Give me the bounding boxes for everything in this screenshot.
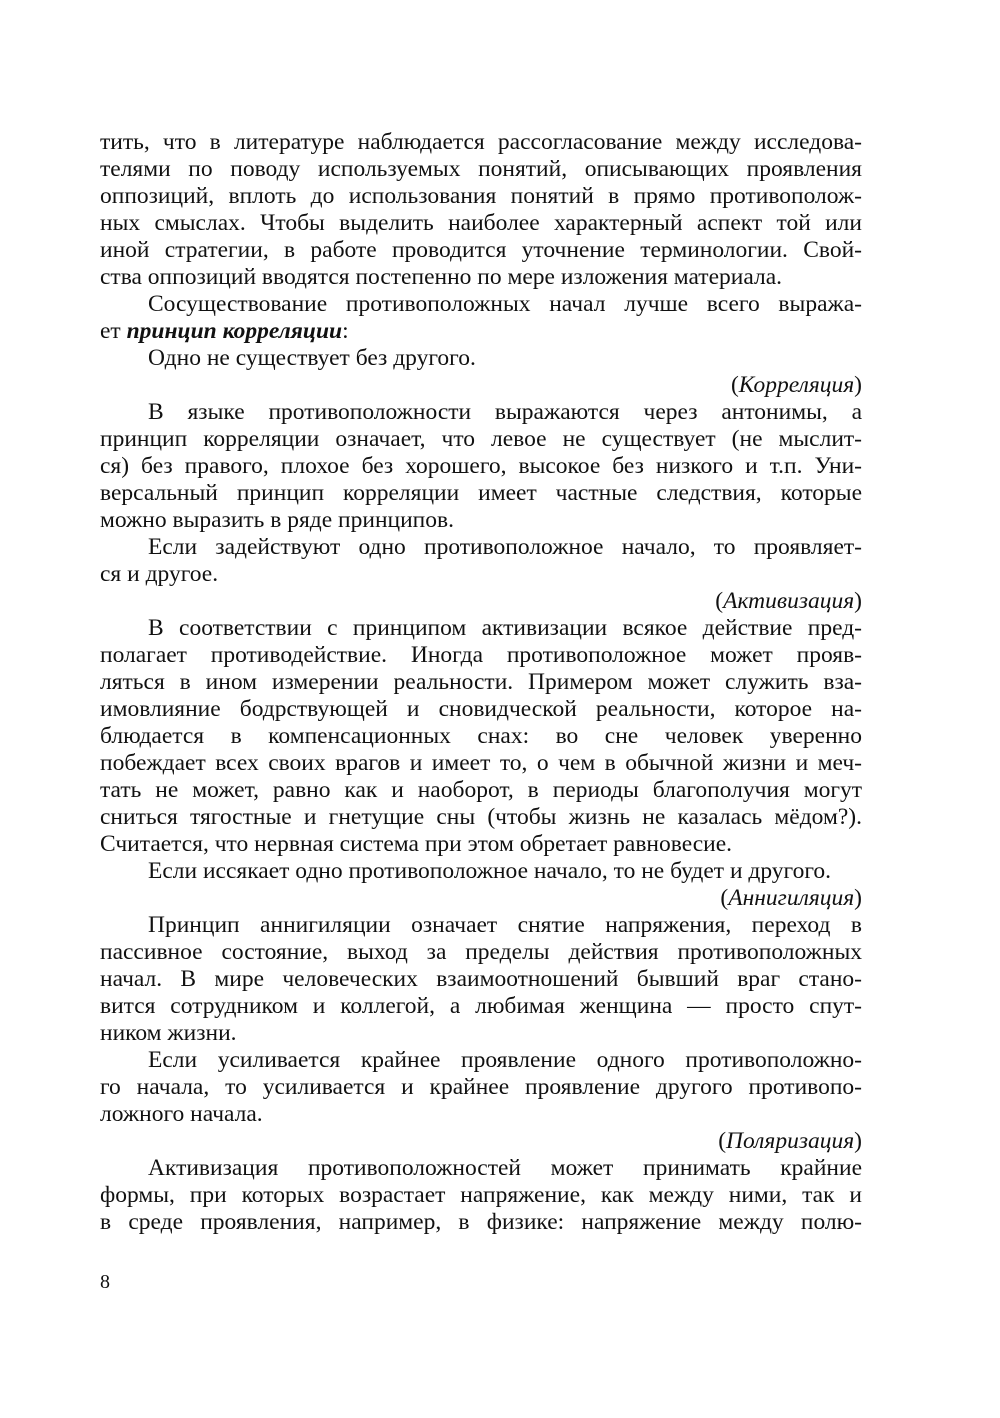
- text-line: принцип корреляции означает, что левое не существует (не мыслит-: [100, 426, 862, 452]
- text-fragment: ет: [100, 318, 127, 344]
- principle-statement: го начала, то усиливается и крайнее проявление другого противопо-: [100, 1074, 862, 1100]
- text-line: пассивное состояние, выход за пределы действия противоположных: [100, 939, 862, 965]
- term-correlation-principle: принцип корреляции: [126, 318, 343, 344]
- text-line: В соответствии с принципом активизации всякое действие пред-: [148, 615, 862, 641]
- text-line: тить, что в литературе наблюдается рассогласование между исследова-: [100, 129, 862, 155]
- paren-open: (: [718, 1128, 727, 1154]
- text-line: ных смыслах. Чтобы выделить наиболее характерный аспект той или: [100, 210, 862, 236]
- text-fragment: :: [342, 318, 349, 344]
- paren-close: ): [854, 885, 862, 911]
- paren-open: (: [715, 588, 724, 614]
- text-line: вится сотрудником и коллегой, а любимая женщина — просто спут-: [100, 993, 862, 1019]
- text-line: можно выразить в ряде принципов.: [100, 507, 454, 533]
- text-line: блюдается в компенсационных снах: во сне человек уверенно: [100, 723, 862, 749]
- text-line: имовлияние бодрствующей и сновидческой реальности, которое на-: [100, 696, 862, 722]
- text-line: оппозиций, вплоть до использования понятий в прямо противополож-: [100, 183, 862, 209]
- paren-open: (: [730, 372, 739, 398]
- principle-name: Активизация: [723, 588, 855, 614]
- principle-statement: Если иссякает одно противоположное начало, то не будет и другого.: [148, 858, 832, 884]
- text-line: телями по поводу используемых понятий, описывающих проявления: [100, 156, 862, 182]
- principle-label: [100, 1128, 862, 1155]
- text-line: в среде проявления, например, в физике: напряжение между полю-: [100, 1209, 862, 1235]
- text-line: В языке противоположности выражаются через антонимы, а: [148, 399, 862, 425]
- principle-statement: Если усиливается крайнее проявление одного противоположно-: [148, 1047, 862, 1073]
- principle-label: [100, 588, 862, 615]
- text-line: формы, при которых возрастает напряжение, как между ними, так и: [100, 1182, 862, 1208]
- principle-statement: ся и другое.: [100, 561, 219, 587]
- page-number: 8: [100, 1271, 110, 1293]
- text-line: Активизация противоположностей может принимать крайние: [148, 1155, 862, 1181]
- paren-close: ): [854, 588, 862, 614]
- text-line: [100, 318, 862, 345]
- paren-close: ): [854, 1128, 862, 1154]
- text-line: сниться тягостные и гнетущие сны (чтобы жизнь не казалась мёдом?).: [100, 804, 862, 830]
- principle-name: Аннигиляция: [728, 885, 855, 911]
- principle-name: Корреляция: [738, 372, 855, 398]
- text-line: Принцип аннигиляции означает снятие напряжения, переход в: [148, 912, 862, 938]
- text-line: иной стратегии, в работе проводится уточнение терминологии. Свой-: [100, 237, 862, 263]
- principle-statement: ложного начала.: [100, 1101, 263, 1127]
- text-line: Считается, что нервная система при этом обретает равновесие.: [100, 831, 733, 857]
- text-line: полагает противодействие. Иногда противоположное может прояв-: [100, 642, 862, 668]
- principle-statement: Одно не существует без другого.: [148, 345, 476, 371]
- principle-label: [100, 885, 862, 912]
- page-text: [100, 129, 862, 1236]
- text-line: начал. В мире человеческих взаимоотношений бывший враг стано-: [100, 966, 862, 992]
- principle-statement: Если задействуют одно противоположное начало, то проявляет-: [148, 534, 862, 560]
- text-line: ником жизни.: [100, 1020, 237, 1046]
- principle-name: Поляризация: [726, 1128, 855, 1154]
- text-line: побеждает всех своих врагов и имеет то, о чем в обычной жизни и меч-: [100, 750, 862, 776]
- text-line: ся) без правого, плохое без хорошего, высокое без низкого и т.п. Уни-: [100, 453, 862, 479]
- text-line: версальный принцип корреляции имеет частные следствия, которые: [100, 480, 862, 506]
- paren-open: (: [720, 885, 729, 911]
- principle-label: [100, 372, 862, 399]
- text-line: тать не может, равно как и наоборот, в периоды благополучия могут: [100, 777, 862, 803]
- paren-close: ): [854, 372, 862, 398]
- text-line: Сосуществование противоположных начал лучше всего выража-: [148, 291, 862, 317]
- text-line: ляться в ином измерении реальности. Примером может служить вза-: [100, 669, 862, 695]
- text-line: ства оппозиций вводятся постепенно по мере изложения материала.: [100, 264, 783, 290]
